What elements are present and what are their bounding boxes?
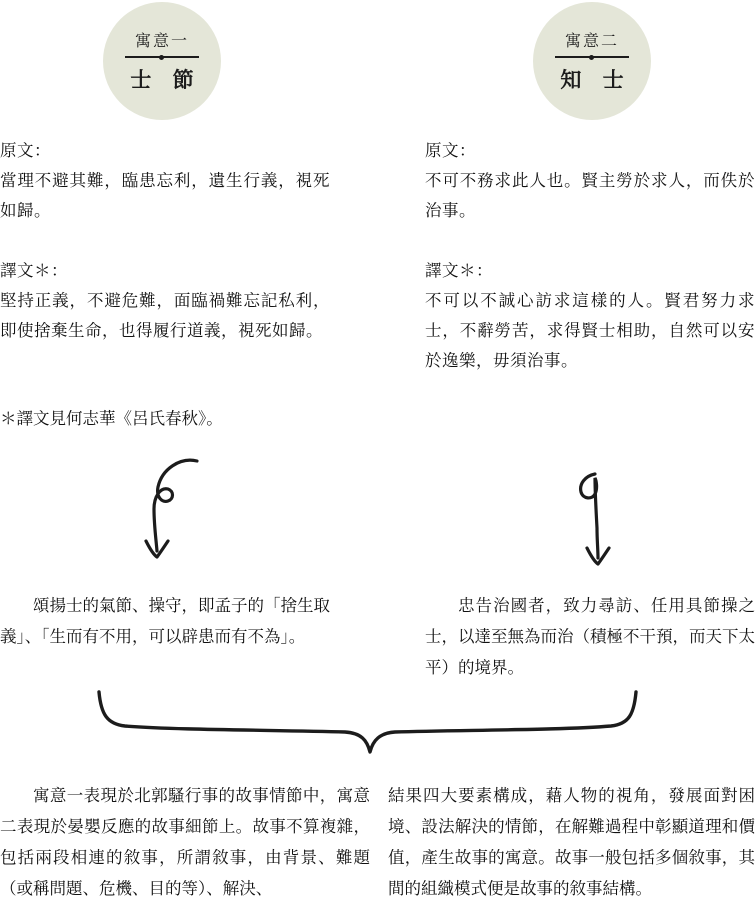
left-translation-text: 堅持正義，不避危難，面臨禍難忘記私利，即使捨棄生命，也得履行道義，視死如歸。 — [0, 291, 330, 340]
seal-badge-one-top-label: 寓意一 — [134, 31, 189, 50]
left-original-text: 當理不避其難，臨患忘利，遺生行義，視死如歸。 — [0, 171, 330, 220]
right-original-heading-text: 原文： — [425, 141, 476, 160]
seal-badge-two-main-label: 知 士 — [560, 67, 631, 92]
seal-badge-two-top-label: 寓意二 — [564, 31, 619, 50]
seal-badge-one — [103, 2, 221, 120]
bottom-left-paragraph: 寓意一表現於北郭騷行事的故事情節中，寓意二表現於晏嬰反應的故事細節上。故事不算複雜，包括兩段相連的敘事，所謂敘事，由背景、難題（或稱問題、危機、目的等）、解決、 — [0, 786, 370, 898]
bottom-right-paragraph: 結果四大要素構成，藉人物的視角，發展面對困境、設法解決的情節，在解難過程中彰顯道理和價值，產生故事的寓意。故事一般包括多個敘事，其間的組織模式便是故事的敘事結構。 — [388, 786, 755, 898]
right-summary-text: 忠告治國者，致力尋訪、任用具節操之士，以達至無為而治（積極不干預，而天下太平）的境界。 — [425, 596, 755, 677]
curved-down-arrow-icon-right — [565, 470, 625, 574]
right-translation-heading-text: 譯文＊： — [425, 261, 493, 280]
curly-brace-icon — [95, 690, 640, 764]
left-translation-heading — [0, 256, 330, 286]
left-original-heading — [0, 136, 330, 166]
curved-down-arrow-icon-left — [140, 455, 210, 569]
seal-badge-two-divider — [555, 56, 629, 58]
seal-badge-one-main-label: 士 節 — [130, 67, 201, 92]
right-translation-text: 不可以不誠心訪求這樣的人。賢君努力求士，不辭勞苦，求得賢士相助，自然可以安於逸樂，毋須治事。 — [425, 291, 755, 370]
left-translation-heading-text: 譯文＊： — [0, 261, 68, 280]
seal-badge-two — [533, 2, 651, 120]
right-translation-heading — [425, 256, 755, 286]
left-footnote: ＊譯文見何志華《呂氏春秋》。 — [0, 409, 223, 428]
seal-badge-one-divider — [125, 56, 199, 58]
left-original-heading-text: 原文： — [0, 141, 51, 160]
left-summary-text: 頌揚士的氣節、操守，即孟子的「捨生取義」、「生而有不用，可以辟患而有不為」。 — [0, 596, 330, 646]
right-original-text: 不可不務求此人也。賢主勞於求人，而佚於治事。 — [425, 171, 755, 220]
right-original-heading — [425, 136, 755, 166]
